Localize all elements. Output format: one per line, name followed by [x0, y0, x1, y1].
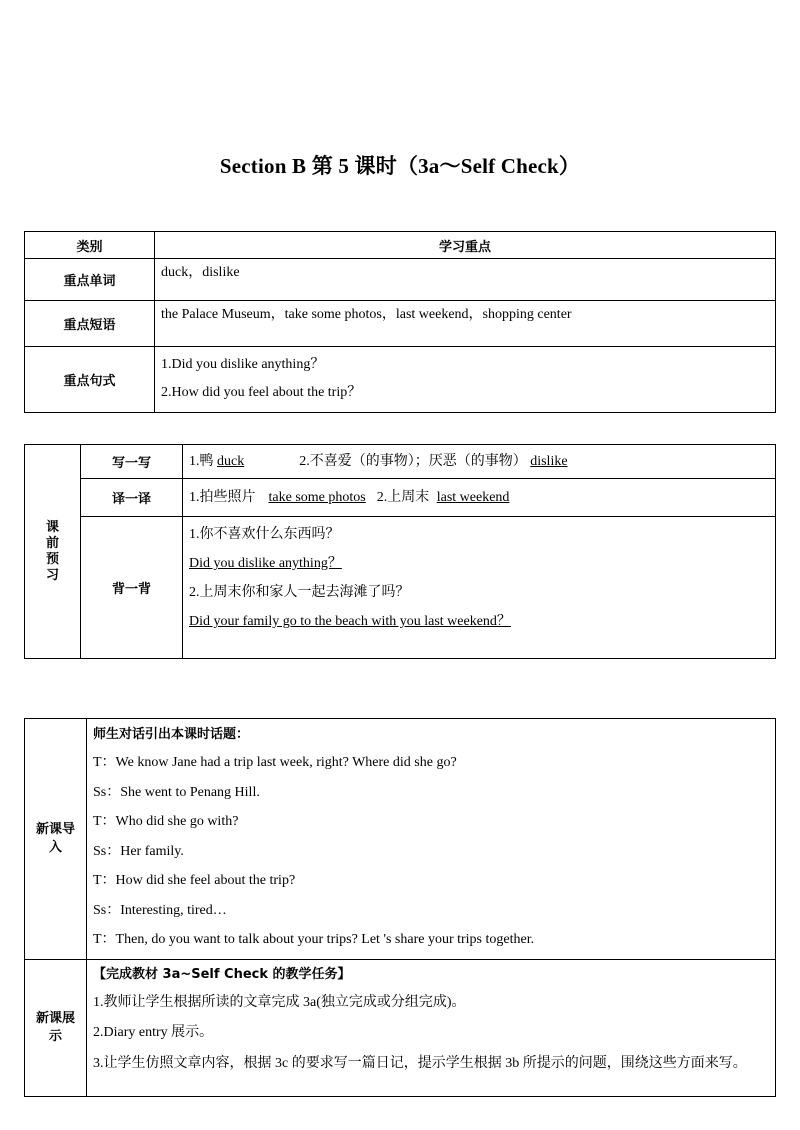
intro-line: T：Then, do you want to talk about your trips? Let 's share your trips together.: [93, 932, 535, 947]
show-label: 新课展示: [25, 959, 87, 1096]
recite-a1: Did you dislike anything？: [189, 556, 342, 571]
intro-line: Ss：She went to Penang Hill.: [93, 784, 260, 800]
write-item1-answer: duck: [217, 453, 245, 469]
recite-label: 背一背: [81, 517, 183, 659]
show-heading: 【完成教材 3a~Self Check 的教学任务】: [93, 966, 351, 982]
translate-item2-prompt: 2.上周末: [376, 489, 430, 505]
intro-line: T：How did she feel about the trip?: [93, 873, 296, 888]
translate-item1-prompt: 1.拍些照片: [189, 489, 256, 505]
phrases-text: the Palace Museum，take some photos，last weekend，shopping center: [161, 307, 572, 322]
row-label-phrases: 重点短语: [25, 301, 155, 347]
write-item2-answer: dislike: [530, 453, 568, 469]
recite-q2: 2.上周末你和家人一起去海滩了吗？: [189, 585, 410, 600]
translate-item1-answer: take some photos: [268, 489, 366, 505]
intro-line: Ss：Her family.: [93, 843, 184, 859]
header-focus: 学习重点: [155, 232, 776, 259]
intro-line: Ss：Interesting, tired…: [93, 902, 227, 918]
show-line: 2.Diary entry 展示。: [93, 1024, 214, 1040]
recite-q1: 1.你不喜欢什么东西吗？: [189, 527, 340, 542]
header-category: 类别: [25, 232, 155, 259]
write-item2-prompt: 2.不喜爱（的事物）；厌恶（的事物）: [299, 453, 527, 469]
sentence-1: 1.Did you dislike anything？: [161, 357, 325, 372]
intro-line: T：We know Jane had a trip last week, right? Where did she go?: [93, 755, 457, 770]
recite-a2: Did your family go to the beach with you last weekend？: [189, 614, 511, 629]
translate-label: 译一译: [81, 479, 183, 517]
write-label: 写一写: [81, 445, 183, 479]
words-text: duck，dislike: [161, 265, 240, 280]
show-line: 1.教师让学生根据所读的文章完成 3a(独立完成或分组完成)。: [93, 994, 466, 1010]
translate-item2-answer: last weekend: [436, 489, 510, 505]
intro-line: T：Who did she go with?: [93, 814, 239, 829]
intro-label: 新课导入: [25, 719, 87, 960]
preview-side-label: 课 前 预 习: [25, 445, 81, 659]
focus-table: [24, 231, 776, 413]
lesson-table: [24, 718, 776, 1097]
preview-table: [24, 444, 776, 659]
write-item1-prompt: 1.鸭: [189, 453, 214, 469]
page-title: Section B 第 5 课时（3a～Self Check）: [219, 154, 581, 178]
intro-heading: 师生对话引出本课时话题：: [93, 727, 250, 742]
sentence-2: 2.How did you feel about the trip？: [161, 385, 362, 400]
show-line: 3.让学生仿照文章内容，根据 3c 的要求写一篇日记，提示学生根据 3b 所提示的问题，围绕这些方面来写。: [93, 1055, 747, 1071]
row-label-sentences: 重点句式: [25, 347, 155, 413]
row-label-words: 重点单词: [25, 259, 155, 301]
